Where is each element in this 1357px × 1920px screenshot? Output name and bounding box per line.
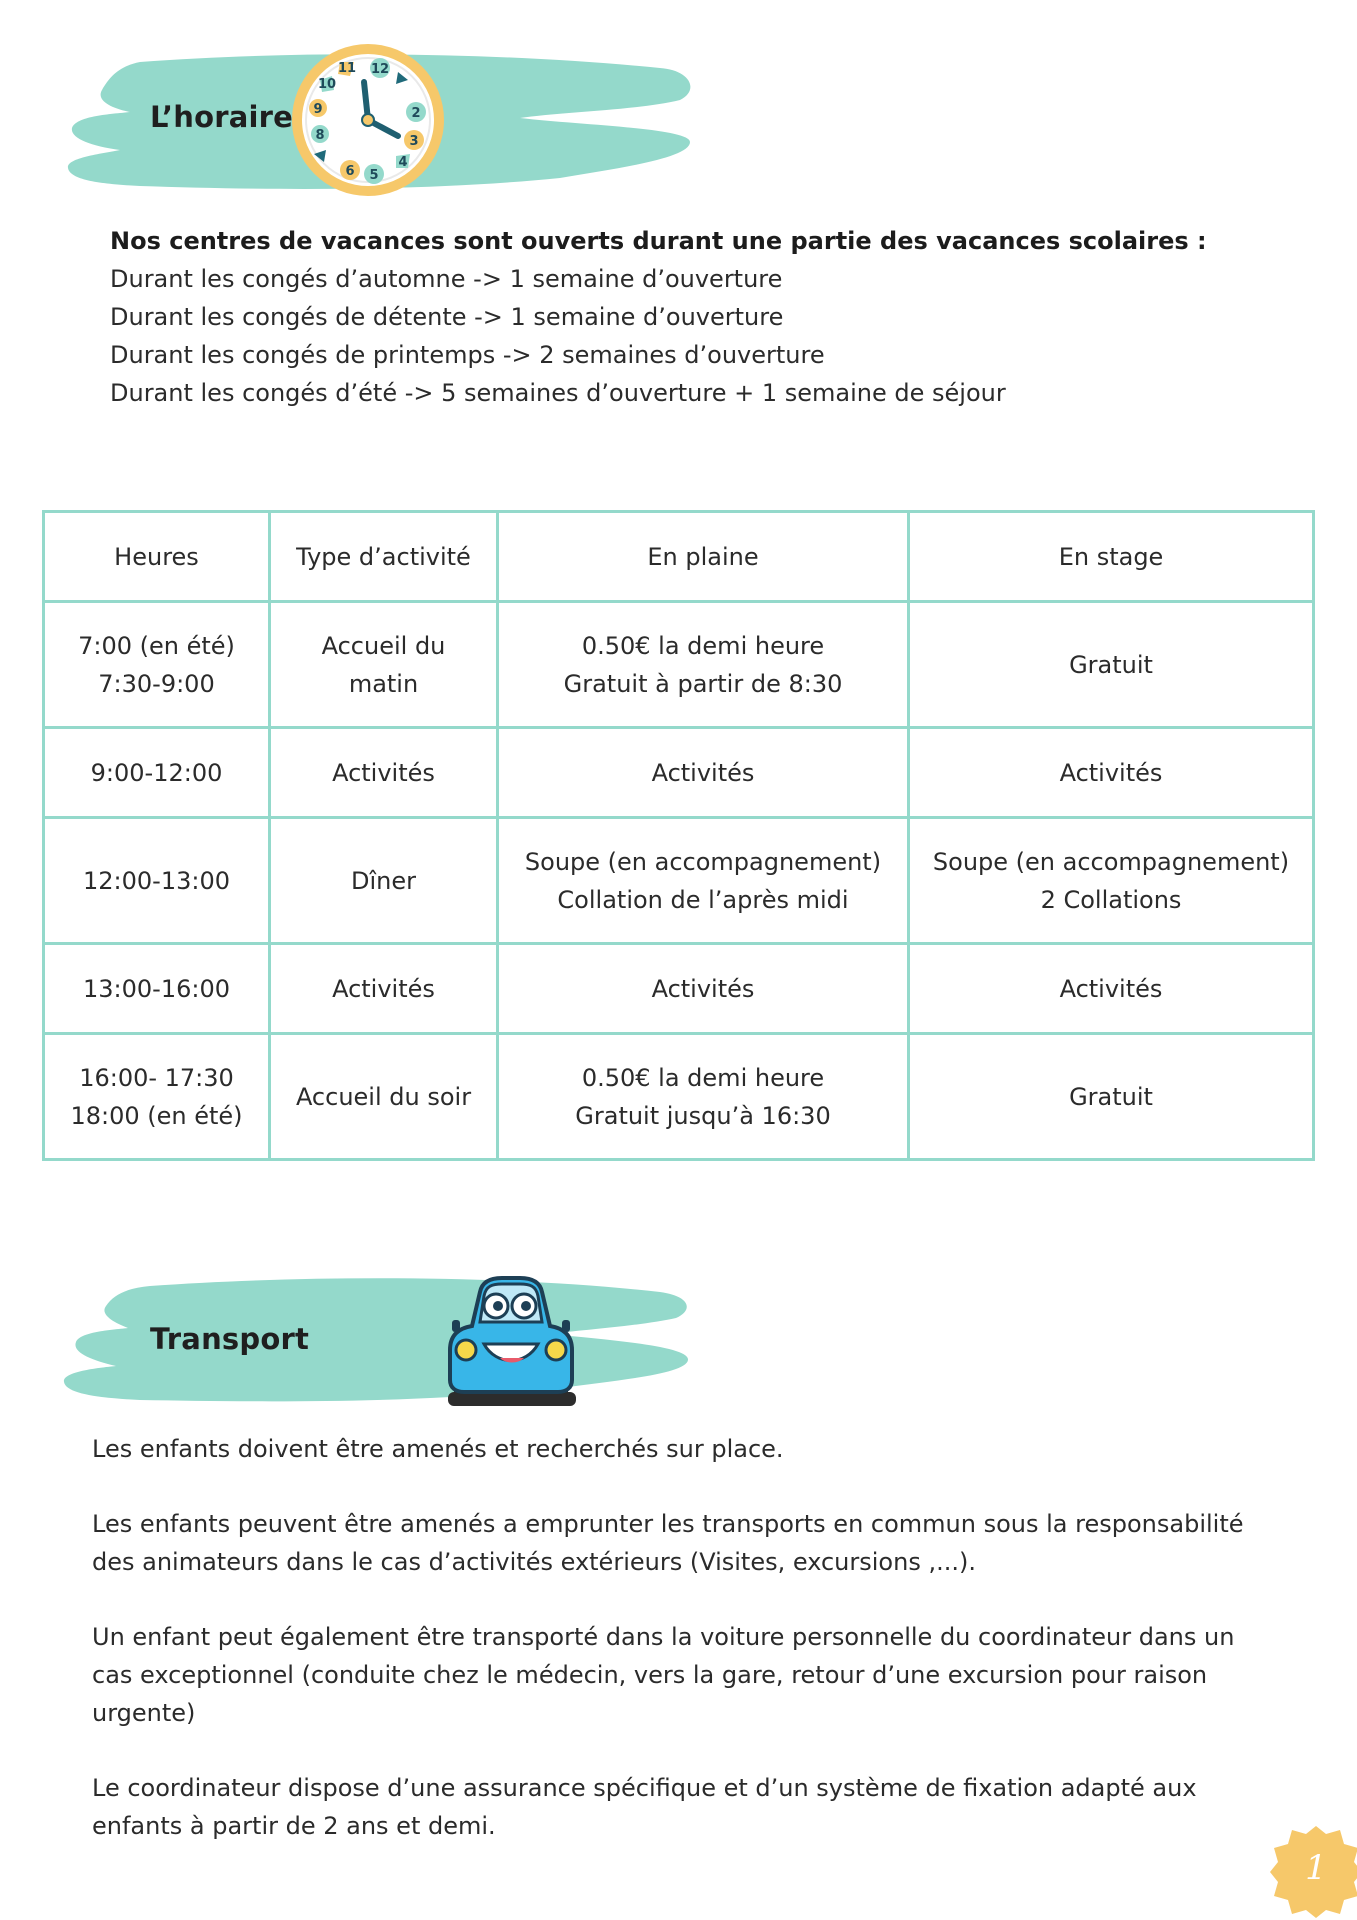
clock-number: 9	[313, 102, 323, 117]
cell-line: Dîner	[351, 866, 416, 895]
table-row	[44, 944, 1314, 1034]
cell-line: Gratuit	[1069, 650, 1153, 679]
paragraph	[92, 1769, 1292, 1845]
intro-lead: Nos centres de vacances sont ouverts durant une partie des vacances scolaires :	[110, 227, 1207, 255]
cell-stage	[909, 728, 1314, 818]
cell-heures	[44, 1034, 270, 1160]
cell-stage	[909, 602, 1314, 728]
schedule-table	[42, 510, 1315, 1161]
period-line: Durant les congés d’été -> 5 semaines d’ouverture + 1 semaine de séjour	[110, 379, 1006, 407]
table-row	[44, 728, 1314, 818]
header-heures: Heures	[44, 512, 270, 602]
paragraph	[92, 1430, 1292, 1468]
cell-line: Accueil du	[321, 631, 446, 660]
cell-stage	[909, 944, 1314, 1034]
table-row	[44, 602, 1314, 728]
cell-line: 12:00-13:00	[83, 866, 230, 895]
page-number: 1	[1305, 1848, 1327, 1888]
paragraph	[92, 1505, 1292, 1581]
clock-number: 11	[337, 61, 357, 76]
cell-line: Accueil du soir	[295, 1082, 472, 1111]
table-row	[44, 818, 1314, 944]
cell-line: Soupe (en accompagnement)	[932, 847, 1290, 876]
section-title-transport: Transport	[150, 1322, 310, 1356]
table-row	[44, 1034, 1314, 1160]
cell-line: Gratuit	[1069, 1082, 1153, 1111]
cell-plaine	[498, 728, 909, 818]
clock-number: 4	[398, 155, 408, 170]
cell-line: 18:00 (en été)	[70, 1101, 243, 1130]
clock-number: 5	[369, 168, 379, 183]
period-line: Durant les congés de printemps -> 2 semaines d’ouverture	[110, 341, 825, 369]
horaire-banner	[0, 30, 1357, 240]
cell-line: Activités	[651, 974, 755, 1003]
text-line: enfants à partir de 2 ans et demi.	[92, 1812, 496, 1840]
cell-plaine	[498, 1034, 909, 1160]
cell-line: Gratuit jusqu’à 16:30	[575, 1101, 831, 1130]
cell-plaine	[498, 944, 909, 1034]
header-type: Type d’activité	[270, 512, 498, 602]
text-line: Le coordinateur dispose d’une assurance spécifique et d’un système de fixation adapté aux	[92, 1774, 1197, 1802]
cell-line: 2 Collations	[1040, 885, 1182, 914]
header-stage: En stage	[909, 512, 1314, 602]
clock-number: 2	[411, 106, 421, 121]
cell-line: Gratuit à partir de 8:30	[563, 669, 843, 698]
clock-number: 12	[370, 62, 390, 77]
cell-type	[270, 818, 498, 944]
cell-heures	[44, 602, 270, 728]
cell-line: 16:00- 17:30	[79, 1063, 234, 1092]
cell-line: Soupe (en accompagnement)	[524, 847, 882, 876]
cell-line: Activités	[332, 974, 435, 1003]
text-line: Les enfants peuvent être amenés a emprunter les transports en commun sous la responsabilité	[92, 1510, 1244, 1538]
cell-stage	[909, 1034, 1314, 1160]
cell-heures	[44, 818, 270, 944]
cell-line: Activités	[651, 758, 755, 787]
cell-type	[270, 1034, 498, 1160]
cell-stage	[909, 818, 1314, 944]
transport-text	[92, 1430, 1292, 1882]
cell-plaine	[498, 818, 909, 944]
text-line: Un enfant peut également être transporté dans la voiture personnelle du coordinateur dans un	[92, 1623, 1235, 1651]
opening-periods	[110, 222, 1207, 412]
cell-line: Collation de l’après midi	[557, 885, 849, 914]
text-line: urgente)	[92, 1699, 196, 1727]
text-line: cas exceptionnel (conduite chez le médecin, vers la gare, retour d’une excursion pour raison	[92, 1661, 1208, 1689]
text-line: des animateurs dans le cas d’activités extérieurs (Visites, excursions ,...).	[92, 1548, 976, 1576]
cell-type	[270, 728, 498, 818]
period-line: Durant les congés d’automne -> 1 semaine d’ouverture	[110, 265, 783, 293]
clock-number: 10	[317, 77, 337, 92]
paragraph	[92, 1618, 1292, 1732]
cell-line: Activités	[1059, 758, 1163, 787]
clock-icon	[292, 44, 444, 196]
text-line: Les enfants doivent être amenés et recherchés sur place.	[92, 1435, 784, 1463]
cell-plaine	[498, 602, 909, 728]
clock-number: 6	[345, 164, 355, 179]
cell-line: 13:00-16:00	[83, 974, 230, 1003]
cell-line: Activités	[332, 758, 435, 787]
cell-type	[270, 602, 498, 728]
cell-line: matin	[348, 669, 419, 698]
clock-number: 8	[315, 128, 325, 143]
section-title-horaire: L’horaire	[150, 100, 293, 134]
clock-number: 3	[409, 134, 419, 149]
period-line: Durant les congés de détente -> 1 semaine d’ouverture	[110, 303, 784, 331]
cell-line: 9:00-12:00	[90, 758, 223, 787]
cell-heures	[44, 728, 270, 818]
cell-line: 7:30-9:00	[98, 669, 215, 698]
cell-heures	[44, 944, 270, 1034]
cell-line: 7:00 (en été)	[78, 631, 235, 660]
cell-type	[270, 944, 498, 1034]
cell-line: 0.50€ la demi heure	[581, 631, 825, 660]
header-plaine: En plaine	[498, 512, 909, 602]
cell-line: 0.50€ la demi heure	[581, 1063, 825, 1092]
cell-line: Activités	[1059, 974, 1163, 1003]
table-header-row	[44, 512, 1314, 602]
